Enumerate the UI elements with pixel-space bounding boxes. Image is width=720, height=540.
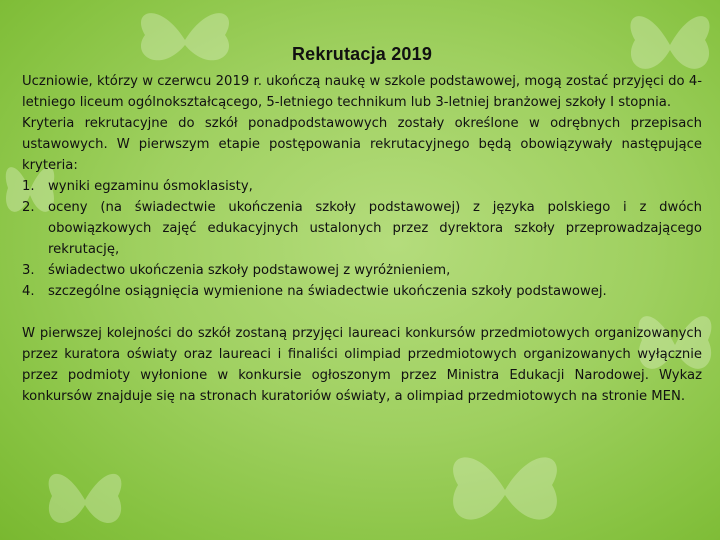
- spacer: [22, 302, 702, 323]
- butterfly-icon: [40, 460, 130, 540]
- document-body: [22, 44, 702, 407]
- list-item-text: świadectwo ukończenia szkoły podstawowej z wyróżnieniem,: [48, 263, 451, 278]
- list-number: 3.: [22, 263, 35, 278]
- list-item: [22, 281, 702, 302]
- list-item-text: wyniki egzaminu ósmoklasisty,: [48, 179, 253, 194]
- priority-paragraph: W pierwszej kolejności do szkół zostaną przyjęci laureaci konkursów przedmiotowych organizowanych przez kuratora oświaty oraz laureaci i finaliści olimpiad przedmiotowych organizowanych wyłącznie przez podmioty wyłonione w konkursie ogłoszonym przez Ministra Edukacji Narodowej. Wykaz konkursów znajduje się na stronach kuratoriów oświaty, a olimpiad przedmiotowych na stronie MEN.: [22, 326, 702, 404]
- list-item: [22, 176, 702, 197]
- butterfly-icon: [440, 440, 570, 540]
- list-item: [22, 260, 702, 281]
- list-number: 1.: [22, 179, 35, 194]
- page-title: Rekrutacja 2019: [291, 44, 433, 64]
- list-number: 4.: [22, 284, 35, 299]
- list-item: [22, 197, 702, 260]
- list-item-text: oceny (na świadectwie ukończenia szkoły podstawowej) z języka polskiego i z dwóch obowiązkowych zajęć edukacyjnych ustalonych przez dyrektora szkoły przeprowadzającego rekrutację,: [48, 200, 702, 257]
- intro-paragraph: Uczniowie, którzy w czerwcu 2019 r. ukończą naukę w szkole podstawowej, mogą zostać przyjęci do 4-letniego liceum ogólnokształcącego, 5-letniego technikum lub 3-letniej branżowej szkoły I stopnia.: [22, 74, 702, 110]
- list-item-text: szczególne osiągnięcia wymienione na świadectwie ukończenia szkoły podstawowej.: [48, 284, 607, 299]
- list-number: 2.: [22, 200, 35, 215]
- criteria-intro-paragraph: Kryteria rekrutacyjne do szkół ponadpodstawowych zostały określone w odrębnych przepisach ustawowych. W pierwszym etapie postępowania rekrutacyjnego będą obowiązywały następujące kryteria:: [22, 116, 702, 173]
- criteria-list: [22, 176, 702, 302]
